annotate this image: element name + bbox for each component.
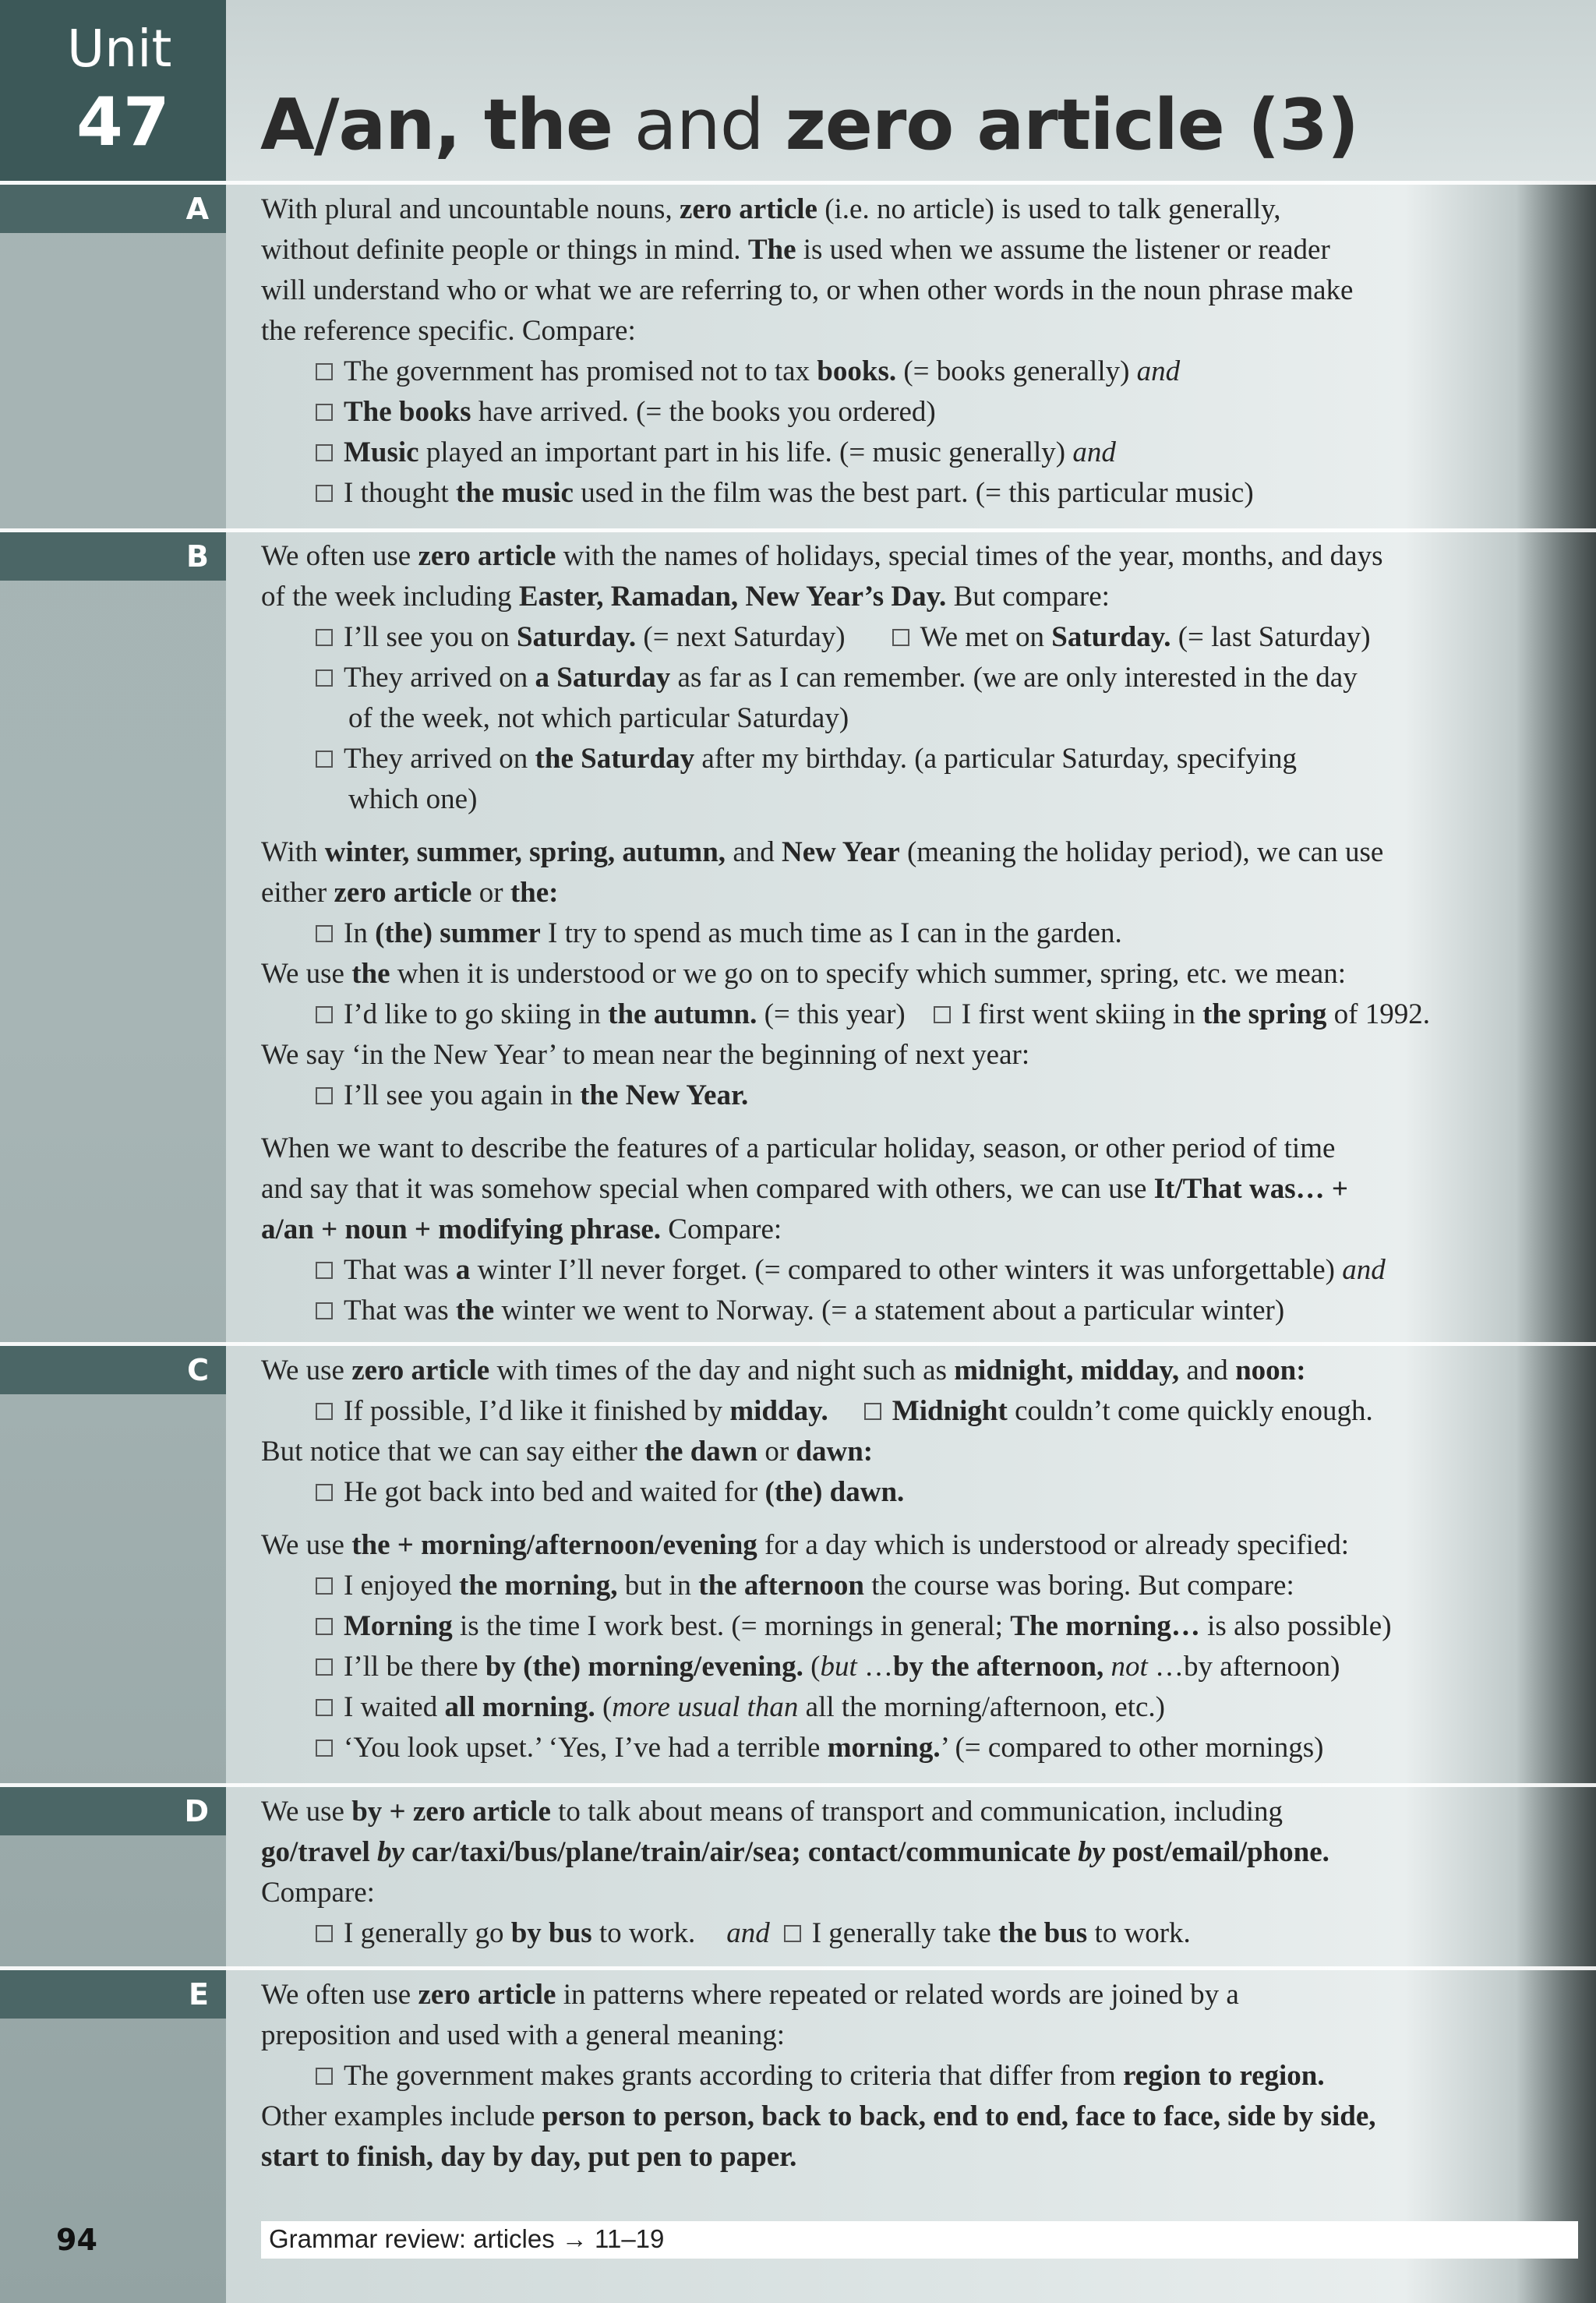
text-line: and say that it was somehow special when compared with others, we can use It/That was… + bbox=[261, 1173, 1348, 1205]
section-d bbox=[261, 1792, 1555, 1954]
bullet-box-icon bbox=[316, 2068, 333, 2085]
text-line: When we want to describe the features of a particular holiday, season, or other period of time bbox=[261, 1132, 1336, 1164]
bullet-box-icon bbox=[316, 1006, 333, 1023]
bullet-box-icon bbox=[316, 751, 333, 768]
text-line: without definite people or things in mind. The is used when we assume the listener or reader bbox=[261, 234, 1330, 266]
text-line: preposition and used with a general meaning: bbox=[261, 2019, 785, 2051]
bullet-box-icon bbox=[316, 1484, 333, 1501]
example-line: Morning is the time I work best. (= mornings in general; The morning… is also possible) bbox=[261, 1606, 1555, 1647]
bullet-box-icon bbox=[316, 925, 333, 942]
text-line: a/an + noun + modifying phrase. Compare: bbox=[261, 1213, 782, 1245]
footer-bar bbox=[261, 2221, 1578, 2259]
text-line: of the week including Easter, Ramadan, New Year’s Day. But compare: bbox=[261, 581, 1110, 613]
bullet-box-icon bbox=[892, 629, 909, 646]
example-line: I waited all morning. (more usual than all the morning/afternoon, etc.) bbox=[261, 1687, 1555, 1728]
example-line: ‘You look upset.’ ‘Yes, I’ve had a terrible morning.’ (= compared to other mornings) bbox=[261, 1728, 1555, 1768]
text-line: will understand who or what we are referring to, or when other words in the noun phrase make bbox=[261, 274, 1354, 306]
bullet-box-icon bbox=[934, 1006, 951, 1023]
left-column bbox=[0, 0, 226, 2303]
example-line: That was the winter we went to Norway. (= a statement about a particular winter) bbox=[261, 1291, 1555, 1331]
text-line: We use the + morning/afternoon/evening for a day which is understood or already specified: bbox=[261, 1529, 1350, 1561]
bullet-box-icon bbox=[316, 669, 333, 687]
example-line: I’ll be there by (the) morning/evening. (but …by the afternoon, not …by afternoon) bbox=[261, 1647, 1555, 1687]
text-line: go/travel by car/taxi/bus/plane/train/air/sea; contact/communicate by post/email/phone. bbox=[261, 1836, 1329, 1868]
section-tab-b: B bbox=[0, 532, 226, 581]
example-line: The books have arrived. (= the books you ordered) bbox=[261, 392, 1555, 433]
example-line: They arrived on the Saturday after my birthday. (a particular Saturday, specifying bbox=[261, 739, 1555, 779]
text-line: With plural and uncountable nouns, zero article (i.e. no article) is used to talk generally, bbox=[261, 193, 1281, 225]
section-divider bbox=[0, 528, 1596, 532]
section-divider bbox=[0, 1342, 1596, 1346]
example-continuation: which one) bbox=[348, 783, 478, 815]
section-tab-e: E bbox=[0, 1970, 226, 2019]
section-b bbox=[261, 536, 1555, 1331]
bullet-box-icon bbox=[316, 1403, 333, 1420]
section-divider bbox=[0, 1966, 1596, 1970]
bullet-box-icon bbox=[316, 1658, 333, 1676]
example-line: That was a winter I’ll never forget. (= compared to other winters it was unforgettable) and bbox=[261, 1250, 1555, 1291]
example-line: He got back into bed and waited for (the) dawn. bbox=[261, 1472, 1555, 1513]
bullet-box-icon bbox=[316, 629, 333, 646]
bullet-box-icon bbox=[316, 1262, 333, 1279]
text-line: start to finish, day by day, put pen to paper. bbox=[261, 2141, 797, 2173]
bullet-box-icon bbox=[316, 404, 333, 421]
section-c bbox=[261, 1351, 1555, 1768]
page-number: 94 bbox=[56, 2223, 97, 2257]
bullet-box-icon bbox=[316, 1577, 333, 1595]
text-line: We often use zero article with the names of holidays, special times of the year, months, and days bbox=[261, 540, 1383, 572]
section-e bbox=[261, 1975, 1555, 2178]
text-line: But notice that we can say either the dawn or dawn: bbox=[261, 1436, 874, 1468]
title-band bbox=[226, 0, 1596, 181]
bullet-box-icon bbox=[316, 1302, 333, 1319]
text-line: We say ‘in the New Year’ to mean near the beginning of next year: bbox=[261, 1039, 1030, 1071]
example-line: I thought the music used in the film was the best part. (= this particular music) bbox=[261, 473, 1555, 514]
example-line: In (the) summer I try to spend as much time as I can in the garden. bbox=[261, 913, 1555, 954]
unit-number: 47 bbox=[76, 83, 170, 161]
example-line: I’ll see you on Saturday. (= next Saturday) We met on Saturday. (= last Saturday) bbox=[261, 617, 1555, 658]
unit-box bbox=[0, 0, 226, 181]
example-line: They arrived on a Saturday as far as I can remember. (we are only interested in the day bbox=[261, 658, 1555, 698]
unit-label: Unit bbox=[67, 19, 172, 79]
text-line: Compare: bbox=[261, 1877, 375, 1909]
text-line: We often use zero article in patterns where repeated or related words are joined by a bbox=[261, 1979, 1239, 2011]
text-line: Other examples include person to person, back to back, end to end, face to face, side by side, bbox=[261, 2100, 1376, 2132]
text-line: We use zero article with times of the day and night such as midnight, midday, and noon: bbox=[261, 1355, 1306, 1386]
example-line: The government has promised not to tax books. (= books generally) and bbox=[261, 351, 1555, 392]
example-continuation: of the week, not which particular Saturday) bbox=[348, 702, 849, 734]
section-divider bbox=[0, 1783, 1596, 1787]
grammar-review-reference: Grammar review: articles → 11–19 bbox=[269, 2224, 665, 2253]
bullet-box-icon bbox=[316, 1740, 333, 1757]
bullet-box-icon bbox=[316, 363, 333, 380]
bullet-box-icon bbox=[316, 1618, 333, 1635]
example-line: I’ll see you again in the New Year. bbox=[261, 1076, 1555, 1116]
text-line: either zero article or the: bbox=[261, 877, 559, 909]
section-tab-d: D bbox=[0, 1787, 226, 1835]
bullet-box-icon bbox=[316, 485, 333, 502]
text-line: We use the when it is understood or we go on to specify which summer, spring, etc. we mean: bbox=[261, 958, 1346, 990]
bullet-box-icon bbox=[316, 1925, 333, 1942]
example-line: The government makes grants according to criteria that differ from region to region. bbox=[261, 2056, 1555, 2096]
example-line: I’d like to go skiing in the autumn. (= this year) I first went skiing in the spring of 1992. bbox=[261, 994, 1555, 1035]
section-a bbox=[261, 189, 1555, 514]
bullet-box-icon bbox=[316, 444, 333, 461]
section-divider bbox=[0, 181, 1596, 185]
text-line: With winter, summer, spring, autumn, and New Year (meaning the holiday period), we can use bbox=[261, 836, 1384, 868]
text-line: the reference specific. Compare: bbox=[261, 315, 636, 347]
example-line: Music played an important part in his life. (= music generally) and bbox=[261, 433, 1555, 473]
bullet-box-icon bbox=[784, 1925, 801, 1942]
bullet-box-icon bbox=[316, 1087, 333, 1104]
example-line: If possible, I’d like it finished by midday. Midnight couldn’t come quickly enough. bbox=[261, 1391, 1555, 1432]
page-title: A/an, the and zero article (3) bbox=[260, 84, 1358, 166]
section-tab-a: A bbox=[0, 185, 226, 233]
example-line: I enjoyed the morning, but in the afternoon the course was boring. But compare: bbox=[261, 1566, 1555, 1606]
bullet-box-icon bbox=[864, 1403, 881, 1420]
bullet-box-icon bbox=[316, 1699, 333, 1716]
section-tab-c: C bbox=[0, 1346, 226, 1394]
text-line: We use by + zero article to talk about means of transport and communication, including bbox=[261, 1796, 1284, 1828]
example-line: I generally go by bus to work. and I generally take the bus to work. bbox=[261, 1913, 1555, 1954]
